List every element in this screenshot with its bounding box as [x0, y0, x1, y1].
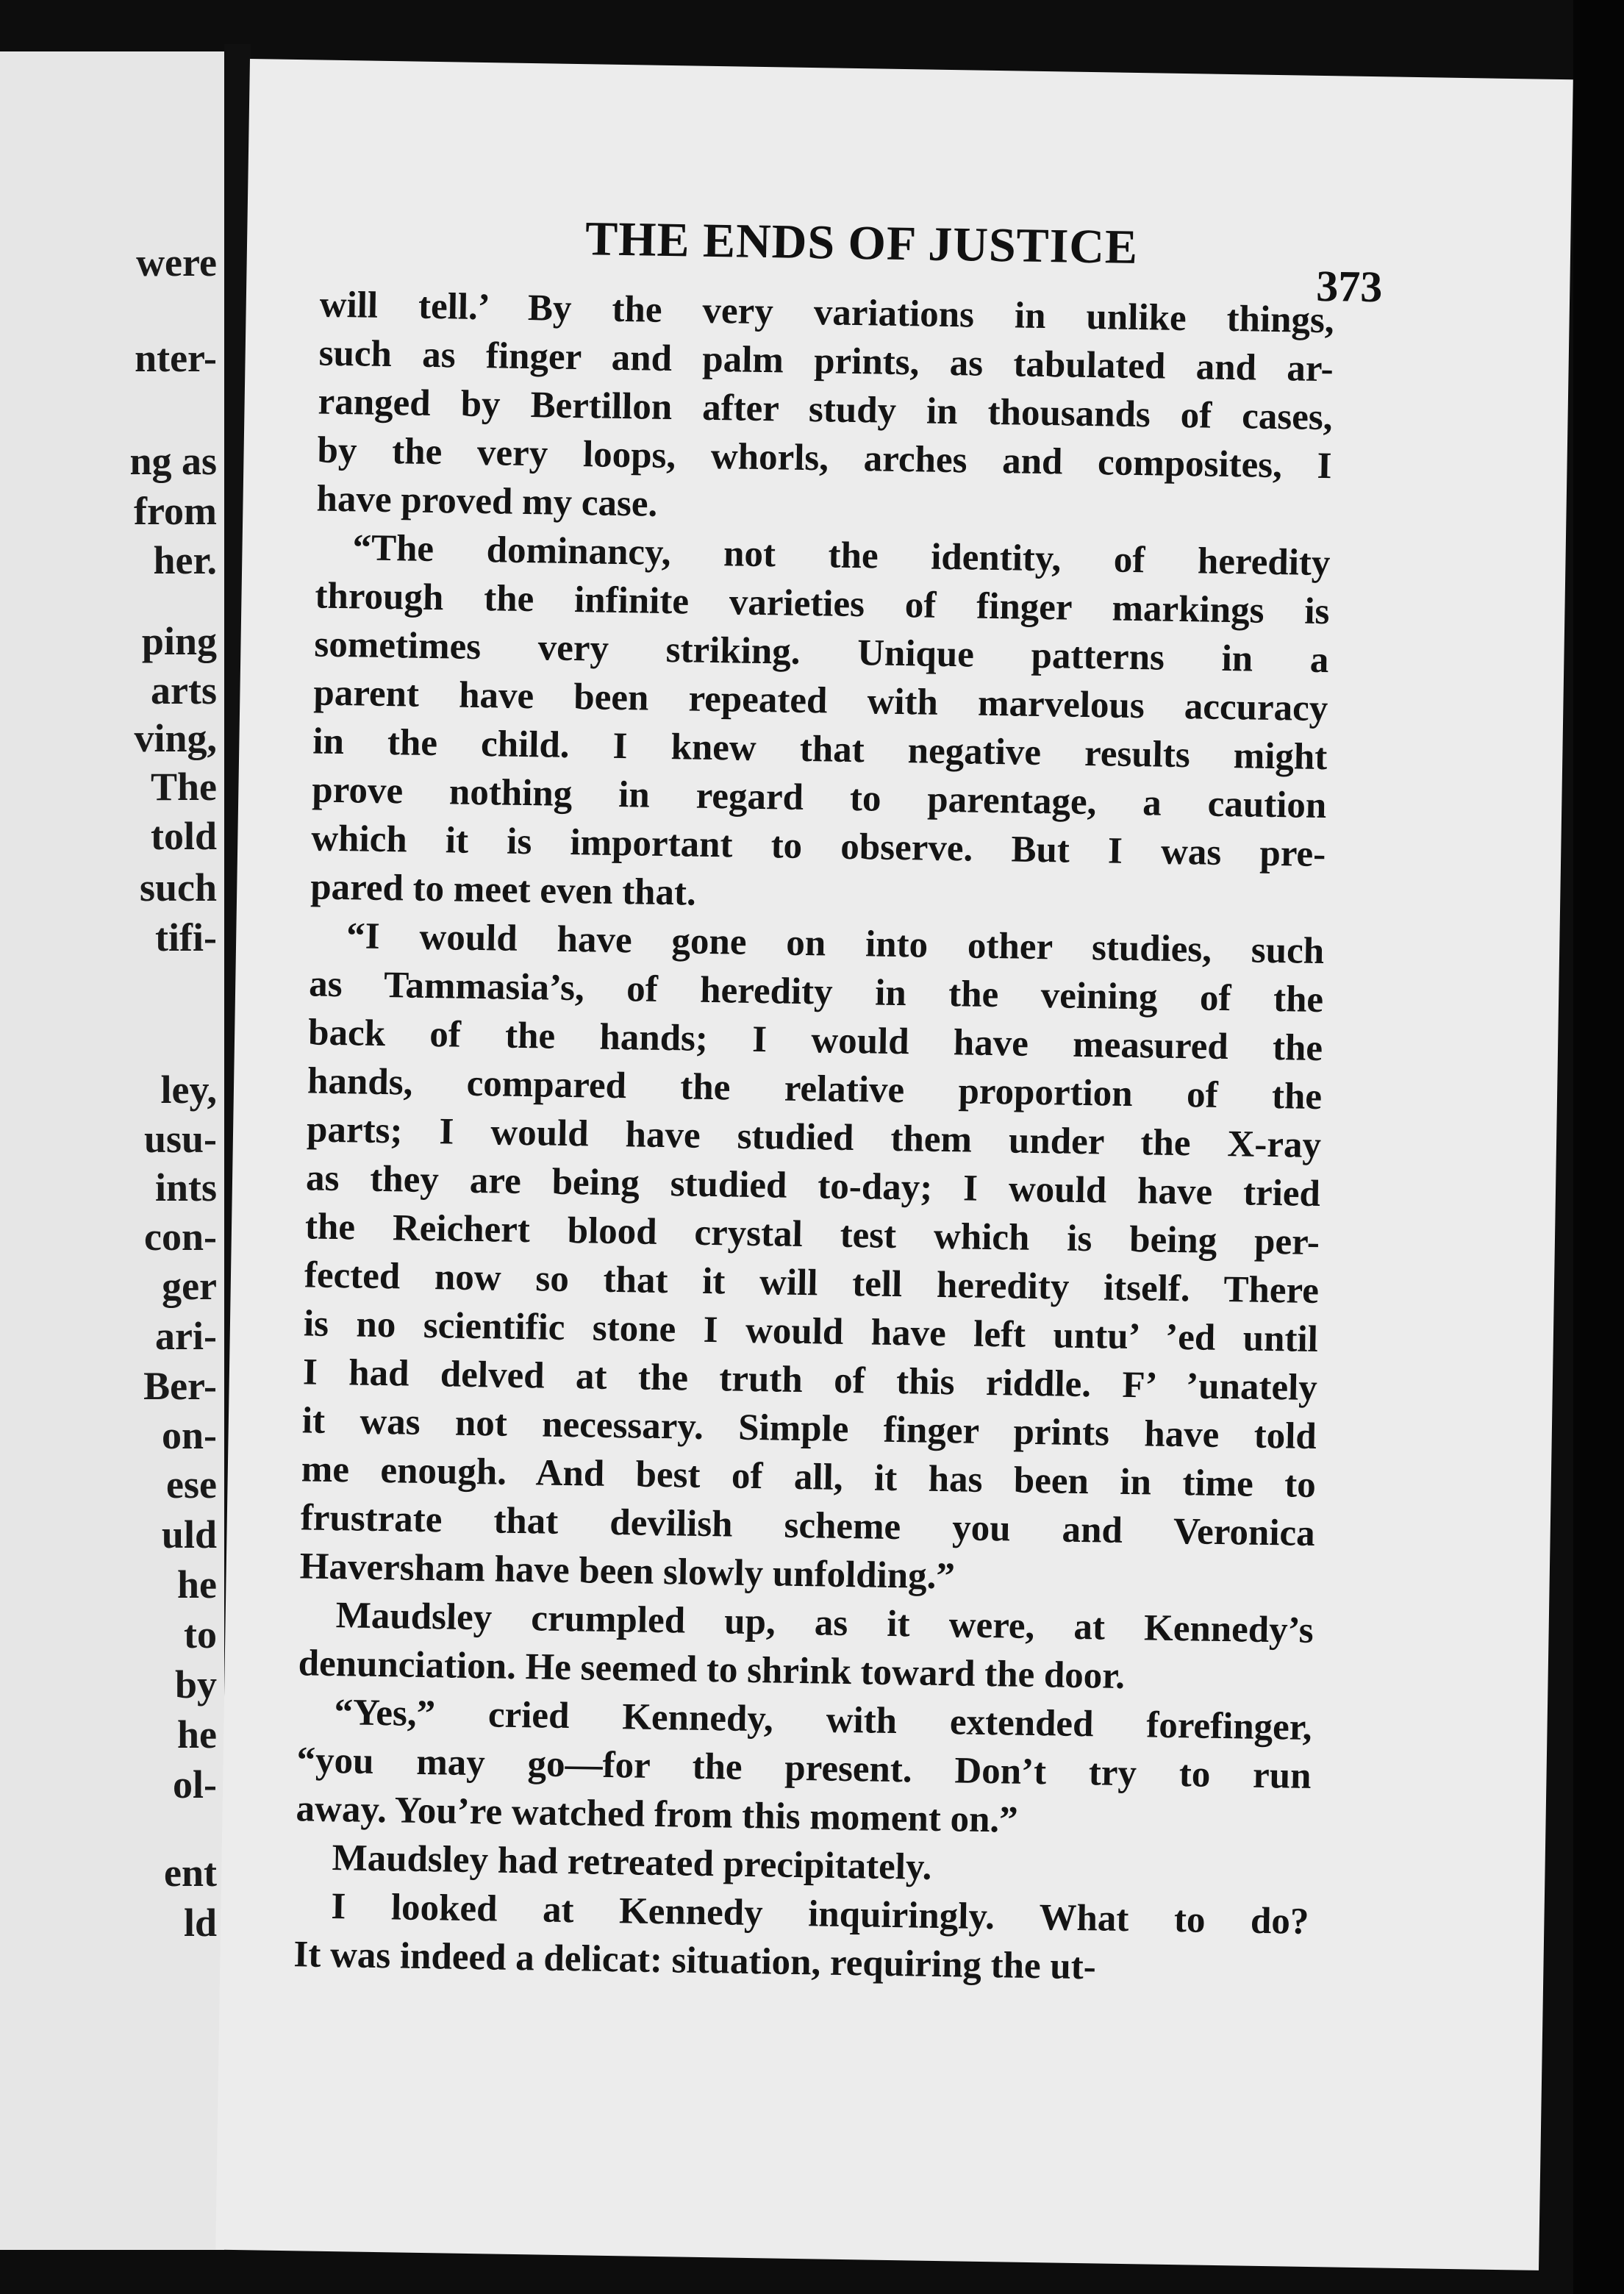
text-line: as Tammasia’s, of heredity in the veining of the: [308, 963, 1324, 1021]
left-page-fragment: such: [139, 865, 217, 910]
text-line: is no scientific stone I would have left untu’ ’ed until: [303, 1303, 1319, 1361]
left-page-fragment: ld: [183, 1901, 217, 1945]
text-line: hands, compared the relative proportion of the: [307, 1060, 1323, 1118]
text-line: parts; I would have studied them under the X-ray: [306, 1109, 1322, 1167]
running-header: THE ENDS OF JUSTICE: [584, 212, 1139, 275]
left-page-fragment: ger: [162, 1264, 217, 1308]
left-page-fragment: he: [177, 1562, 217, 1607]
text-line: which it is important to observe. But I was pre-: [310, 818, 1326, 876]
scan-border: [1573, 0, 1624, 2294]
left-page-fragment: The: [150, 765, 217, 809]
text-line: ranged by Bertillon after study in thousands of cases,: [318, 381, 1333, 439]
left-page-fragment: to: [184, 1612, 217, 1657]
text-line: it was not necessary. Simple finger prints have told: [301, 1400, 1317, 1458]
text-line: “I would have gone on into other studies, such: [346, 915, 1325, 973]
text-line: “The dominancy, not the identity, of heredity: [352, 527, 1331, 585]
left-page-fragment: ol-: [173, 1762, 217, 1807]
paragraph: [298, 1590, 1314, 1704]
paragraph: [296, 1687, 1312, 1849]
text-line: “Yes,” cried Kennedy, with extended forefinger,: [334, 1692, 1312, 1748]
left-page-fragment: uld: [161, 1512, 217, 1557]
left-page-fragment: ese: [166, 1462, 217, 1507]
text-line: sometimes very striking. Unique patterns in a: [314, 623, 1329, 682]
text-line: frustrate that devilish scheme you and Veronica: [300, 1497, 1316, 1554]
left-page-fragment: tifi-: [155, 915, 217, 960]
right-page: [215, 59, 1573, 2270]
paragraph: [310, 523, 1331, 927]
text-line: pared to meet even that.: [310, 866, 697, 914]
text-line: the Reichert blood crystal test which is being per-: [304, 1206, 1320, 1264]
text-line: such as finger and palm prints, as tabulated and ar-: [318, 332, 1334, 390]
paragraph: [299, 911, 1324, 1607]
left-page-edge: [0, 51, 224, 2250]
left-page-fragment: he: [177, 1712, 217, 1757]
left-page-fragment: ley,: [160, 1068, 217, 1112]
paragraph: [316, 281, 1334, 540]
left-page-fragment: from: [134, 489, 217, 533]
text-line: parent have been repeated with marvelous accuracy: [313, 672, 1328, 730]
text-line: as they are being studied to-day; I would have tried: [305, 1157, 1321, 1215]
left-page-fragment: nter-: [135, 336, 217, 380]
text-line: fected now so that it will tell heredity itself. There: [304, 1254, 1320, 1312]
text-line: by the very loops, whorls, arches and composites, I: [317, 429, 1332, 487]
left-page-fragment: usu-: [143, 1117, 217, 1161]
text-line: denunciation. He seemed to shrink toward the door.: [298, 1643, 1126, 1697]
left-page-fragment: her.: [153, 538, 217, 582]
left-page-fragment: were: [136, 240, 217, 285]
left-page-fragment: on-: [161, 1413, 217, 1457]
left-page-fragment: by: [174, 1662, 217, 1707]
left-page-fragment: ng as: [129, 439, 217, 483]
text-line: Haversham have been slowly unfolding.”: [299, 1546, 956, 1598]
left-page-fragment: ints: [154, 1165, 217, 1209]
left-page-fragment: ping: [141, 619, 217, 663]
text-line: back of the hands; I would have measured the: [307, 1012, 1323, 1070]
left-page-fragment: ari-: [155, 1314, 217, 1358]
text-line: prove nothing in regard to parentage, a caution: [311, 769, 1327, 827]
text-line: in the child. I knew that negative results might: [312, 721, 1328, 779]
text-line: away. You’re watched from this moment on.”: [296, 1788, 1019, 1841]
body-text: [293, 281, 1334, 1995]
text-line: through the infinite varieties of finger markings is: [315, 575, 1330, 633]
text-line: I looked at Kennedy inquiringly. What to do?: [331, 1886, 1309, 1943]
left-page-fragment: Ber-: [143, 1364, 217, 1408]
text-line: I had delved at the truth of this riddle. F’ ’unately: [302, 1351, 1318, 1409]
left-page-fragment: told: [150, 814, 217, 858]
text-line: Maudsley had retreated precipitately.: [332, 1837, 932, 1888]
left-page-fragment: ving,: [134, 716, 217, 760]
text-line: “you may go—for the present. Don’t try to run: [296, 1740, 1312, 1797]
text-line: have proved my case.: [316, 478, 658, 525]
left-page-fragment: con-: [144, 1215, 217, 1259]
page-number: 373: [1315, 261, 1383, 312]
left-page-fragment: ent: [164, 1851, 217, 1895]
paragraph: [293, 1882, 1309, 1995]
left-page-fragment: arts: [151, 668, 217, 712]
text-line: It was indeed a delicat: situation, requiring the ut-: [293, 1934, 1097, 1988]
text-line: Maudsley crumpled up, as it were, at Kennedy’s: [335, 1595, 1314, 1651]
text-line: will tell.’ By the very variations in unlike things,: [319, 284, 1335, 342]
text-line: me enough. And best of all, it has been in time to: [301, 1448, 1317, 1507]
